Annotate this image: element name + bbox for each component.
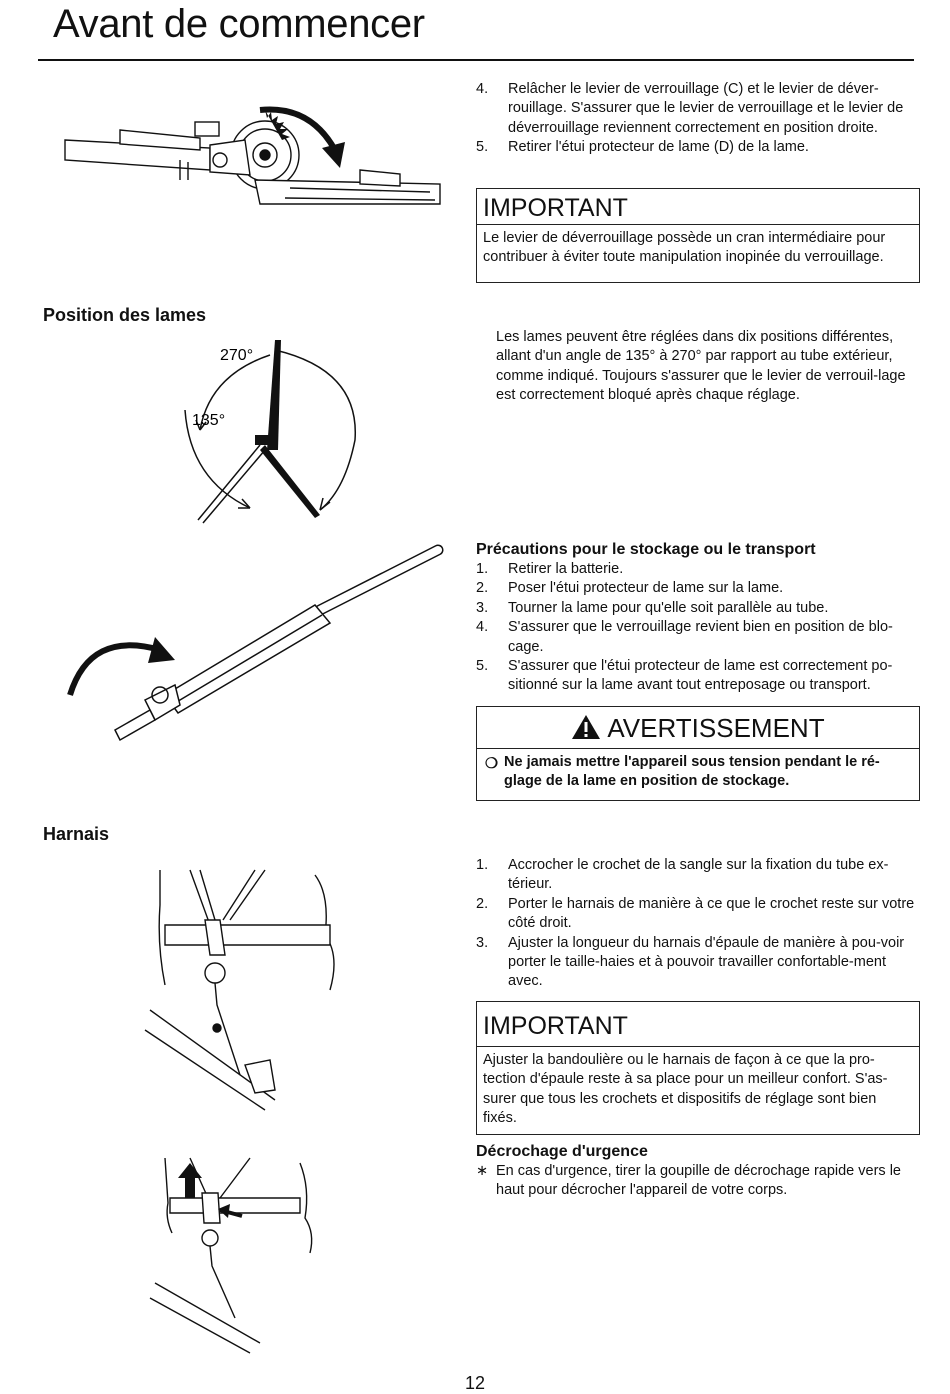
list-item: 3. Tourner la lame pour qu'elle soit parallèle au tube.	[476, 599, 829, 616]
important-body: Ajuster la bandoulière ou le harnais de façon à ce que la pro-tection d'épaule reste à sa place pour un meilleur confort. S'as-surer que tous les crochets et dispositifs de réglage sont bien fixés.	[483, 1052, 888, 1127]
warning-header	[477, 707, 919, 749]
important-heading: IMPORTANT	[477, 1002, 919, 1047]
important-body: Le levier de déverrouillage possède un cran intermédiaire pour contribuer à éviter toute manipulation inopinée du verrouillage.	[483, 230, 886, 266]
warning-triangle-icon	[571, 714, 601, 740]
list-item: 5. Retirer l'étui protecteur de lame (D) de la lame.	[476, 139, 809, 156]
angle-label-135: 135°	[192, 412, 226, 429]
harness-illustration	[145, 865, 345, 1110]
list-item: 2. Porter le harnais de manière à ce que le crochet reste sur votre côté droit.	[476, 895, 915, 932]
blade-position-text: Les lames peuvent être réglées dans dix positions différentes, allant d'un angle de 135° à 270° par rapport au tube extérieur, comme indiqué. Toujours s'assurer que le levier de verrouil-lage est correctement bloqué après chaque réglage.	[496, 329, 906, 404]
page-title: Avant de commencer	[53, 2, 425, 46]
warning-box	[476, 706, 920, 801]
list-item: 4. S'assurer que le verrouillage revient bien en position de blo-cage.	[476, 619, 893, 655]
emergency-text: En cas d'urgence, tirer la goupille de décrochage rapide vers le haut pour décrocher l'appareil de votre corps.	[496, 1163, 901, 1199]
asterisk-bullet-icon: ∗	[476, 1163, 489, 1179]
list-item: 3. Ajuster la longueur du harnais d'épaule de manière à pou-voir porter le taille-haies et à pouvoir travailler confortable-ment avec.	[476, 934, 905, 990]
list-item: 5. S'assurer que l'étui protecteur de lame est correctement po-sitionné sur la lame avant tout entreposage ou transport.	[476, 658, 893, 694]
section-heading-blade-position: Position des lames	[43, 305, 207, 325]
warning-heading: AVERTISSEMENT	[607, 713, 825, 743]
circle-bullet-icon: ❍	[485, 756, 498, 772]
blade-unlock-illustration	[60, 100, 445, 225]
emergency-heading: Décrochage d'urgence	[476, 1143, 648, 1160]
important-box	[476, 188, 920, 283]
important-heading: IMPORTANT	[477, 189, 919, 225]
storage-heading: Précautions pour le stockage ou le transport	[476, 541, 816, 558]
list-item: 2. Poser l'étui protecteur de lame sur la lame.	[476, 580, 784, 597]
important-box	[476, 1001, 920, 1135]
header-rule	[38, 59, 914, 61]
blade-angle-diagram	[170, 330, 370, 525]
list-item: 1. Retirer la batterie.	[476, 561, 624, 577]
list-item: 4. Relâcher le levier de verrouillage (C) et le levier de déver-rouillage. S'assurer que le levier de verrouillage et le levier de déverrouillage reviennent correctement en position droite.	[476, 81, 904, 136]
warning-body: Ne jamais mettre l'appareil sous tension pendant le ré-glage de la lame en position de stockage.	[504, 754, 880, 790]
section-heading-harness: Harnais	[43, 824, 110, 844]
list-item: 1. Accrocher le crochet de la sangle sur la fixation du tube ex-térieur.	[476, 857, 889, 893]
angle-label-270: 270°	[220, 347, 254, 364]
page-number: 12	[464, 1373, 486, 1393]
storage-illustration	[60, 545, 445, 745]
emergency-release-illustration	[150, 1158, 350, 1343]
